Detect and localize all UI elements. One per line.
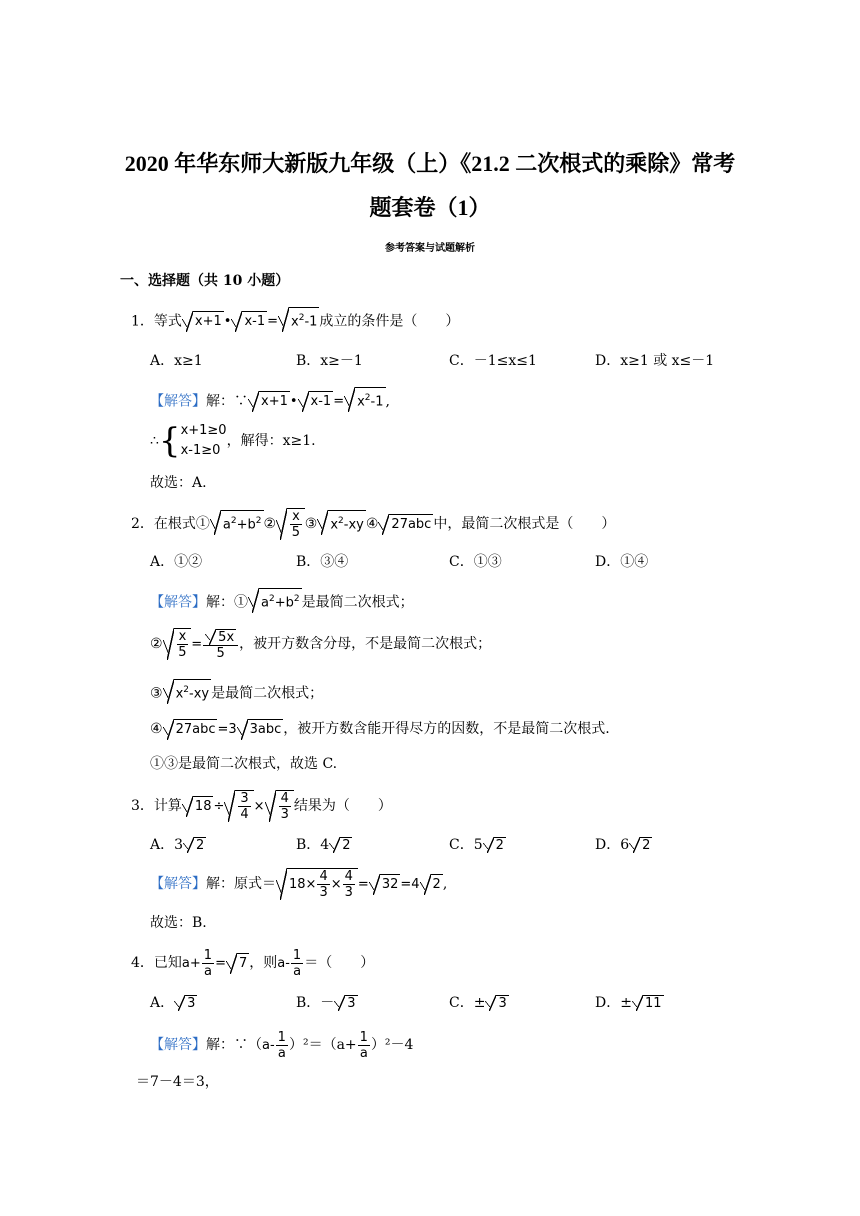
- section-heading: 一、选择题（共 10 小题）: [120, 273, 290, 289]
- question-4-option-a[interactable]: A． 3: [150, 995, 196, 1011]
- question-3-option-b[interactable]: B．4 2: [296, 837, 351, 853]
- question-3-conclusion: 故选：B.: [150, 915, 207, 931]
- question-2-solution-1: 【解答】解：① $a^2+b^2$ 是最简二次根式；: [150, 588, 414, 613]
- question-2-option-a[interactable]: A．①②: [150, 554, 203, 570]
- question-4-solution: 【解答】解：∵（a- $\frac{1}{a}$ ）²＝（a+ $\frac{1}{a}$ ）²－4: [150, 1030, 414, 1061]
- question-1-solution: 【解答】解：∵ x+1 • $x-1 = x^2-1$ ,: [150, 387, 390, 412]
- question-2-option-c[interactable]: C．①③: [449, 554, 502, 570]
- question-2-solution-2: ② $\frac{x}{5}$ = $\frac{5x}{5}$ ，被开方数含分母，不是最简二次根式；: [150, 629, 492, 661]
- question-1-system: ∴{ x+1≥0 x-1≥0 ，解得：x≥1.: [150, 421, 316, 461]
- question-4-solution-line-2: ＝7－4＝3，: [136, 1074, 219, 1090]
- question-1-option-c[interactable]: C．－1≤x≤1: [449, 353, 537, 369]
- question-1-option-a[interactable]: A．x≥1: [150, 353, 203, 369]
- question-4-option-b[interactable]: B．－ 3: [296, 995, 356, 1011]
- question-2-option-b[interactable]: B．③④: [296, 554, 349, 570]
- question-2-solution-3: ③ $x^2-xy$ 是最简二次根式；: [150, 679, 323, 704]
- page-title-line-2: 题套卷（1）: [369, 195, 491, 220]
- question-2-conclusion: ①③是最简二次根式，故选 C.: [150, 756, 338, 772]
- question-1-conclusion: 故选：A.: [150, 475, 207, 491]
- question-4-option-d[interactable]: D．± 11: [595, 995, 662, 1011]
- question-3-option-d[interactable]: D．6 2: [595, 837, 651, 853]
- question-4-stem: 4．已知a+ $\frac{1}{a}$ = 7 ，则a- $\frac{1}{a}$ ＝（ ）: [131, 948, 375, 979]
- question-3-option-a[interactable]: A．3 2: [150, 837, 205, 853]
- question-3-solution: 【解答】解：原式＝ 18× $\frac{4}{3}$ × $\frac{4}{3}$ = 32 =4 2 ,: [150, 869, 448, 900]
- question-1-stem: 1．等式 x+1 • $x-1 = x^2-1$ 成立的条件是（ ）: [131, 307, 459, 332]
- question-3-option-c[interactable]: C．5 2: [449, 837, 504, 853]
- page-title-line-1: 2020 年华东师大新版九年级（上）《21.2 二次根式的乘除》常考: [124, 151, 736, 176]
- question-1-option-d[interactable]: D．x≥1 或 x≤－1: [595, 353, 715, 369]
- page-subtitle: 参考答案与试题解析: [385, 243, 475, 254]
- question-4-option-c[interactable]: C．± 3: [449, 995, 507, 1011]
- question-3-stem: 3．计算 18 ÷ $\frac{3}{4}$ × $\frac{4}{3}$ 结果为（ ）: [131, 791, 392, 822]
- question-2-solution-4: ④ 27abc =3 3abc ，被开方数含能开得尽方的因数，不是最简二次根式.: [150, 719, 610, 740]
- question-2-stem: 2．在根式① $a^2+b^2$ ② $\frac{x}{5}$ ③ $x^2-xy$ ④ 27abc 中，最简二次根式是（ ）: [131, 509, 616, 540]
- question-1-option-b[interactable]: B．x≥－1: [296, 353, 363, 369]
- question-2-option-d[interactable]: D．①④: [595, 554, 649, 570]
